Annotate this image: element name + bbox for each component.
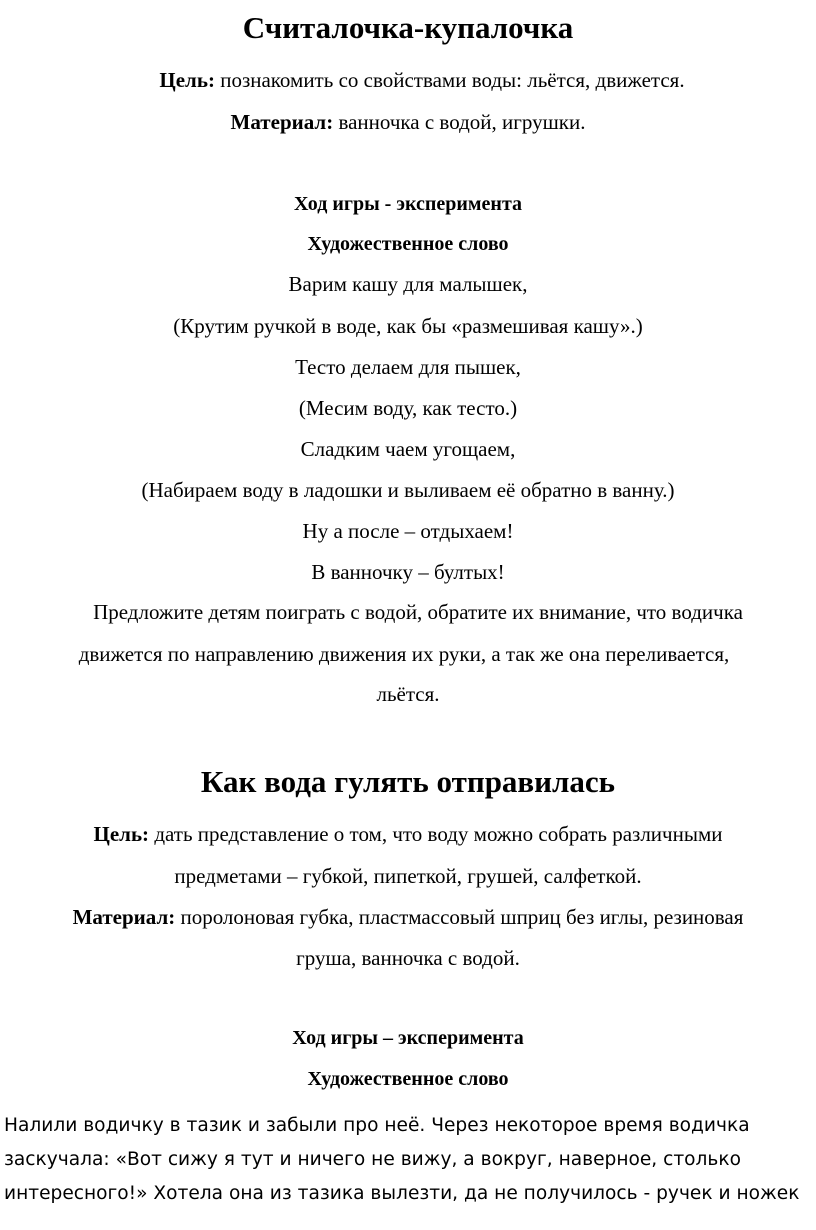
poem-line: (Набираем воду в ладошки и выливаем её обратно в ванну.)	[141, 478, 675, 502]
goal-label: Цель:	[159, 68, 215, 92]
paragraph-line: Предложите детям поиграть с водой, обратите их внимание, что водичка	[93, 600, 743, 624]
section2-art-heading: Художественное слово	[307, 1068, 509, 1090]
story-line: Налили водичку в тазик и забыли про неё. Через некоторое время водичка	[4, 1115, 750, 1136]
material-label: Материал:	[72, 905, 176, 929]
section1-material	[0, 108, 816, 136]
material-text: ванночка с водой, игрушки.	[333, 110, 586, 134]
paragraph-line: движется по направлению движения их руки, а так же она переливается,	[78, 642, 730, 666]
paragraph-line: льётся.	[376, 682, 440, 706]
goal-text: дать представление о том, что воду можно собрать различными	[149, 822, 723, 846]
poem-line: (Крутим ручкой в воде, как бы «размешивая кашу».)	[173, 314, 643, 338]
poem-line: В ванночку – бултых!	[311, 560, 505, 584]
section2-goal-line2: предметами – губкой, пипеткой, грушей, салфеткой.	[174, 864, 642, 888]
goal-text: познакомить со свойствами воды: льётся, движется.	[214, 68, 685, 92]
section2-goal-line1	[0, 820, 816, 848]
story-line: интересного!» Хотела она из тазика вылезти, да не получилось - ручек и ножек	[4, 1183, 800, 1204]
story-line: заскучала: «Вот сижу я тут и ничего не вижу, а вокруг, наверное, столько	[4, 1149, 741, 1170]
material-label: Материал:	[230, 110, 334, 134]
section1-game-heading: Ход игры - эксперимента	[293, 193, 523, 215]
section2-material-line2: груша, ванночка с водой.	[296, 946, 520, 970]
poem-line: Сладким чаем угощаем,	[300, 437, 516, 461]
material-text: поролоновая губка, пластмассовый шприц без иглы, резиновая	[175, 905, 744, 929]
poem-line: (Месим воду, как тесто.)	[298, 396, 518, 420]
section1-goal	[14, 66, 816, 94]
section2-game-heading: Ход игры – эксперимента	[292, 1027, 524, 1049]
goal-label: Цель:	[93, 822, 150, 846]
poem-line: Тесто делаем для пышек,	[295, 355, 521, 379]
poem-line: Ну а после – отдыхаем!	[302, 519, 514, 543]
section1-title: Считалочка-купалочка	[242, 10, 574, 45]
section2-material-line1	[0, 903, 816, 931]
section2-title: Как вода гулять отправилась	[200, 764, 616, 799]
section1-art-heading: Художественное слово	[307, 233, 509, 255]
poem-line: Варим кашу для малышек,	[288, 272, 528, 296]
